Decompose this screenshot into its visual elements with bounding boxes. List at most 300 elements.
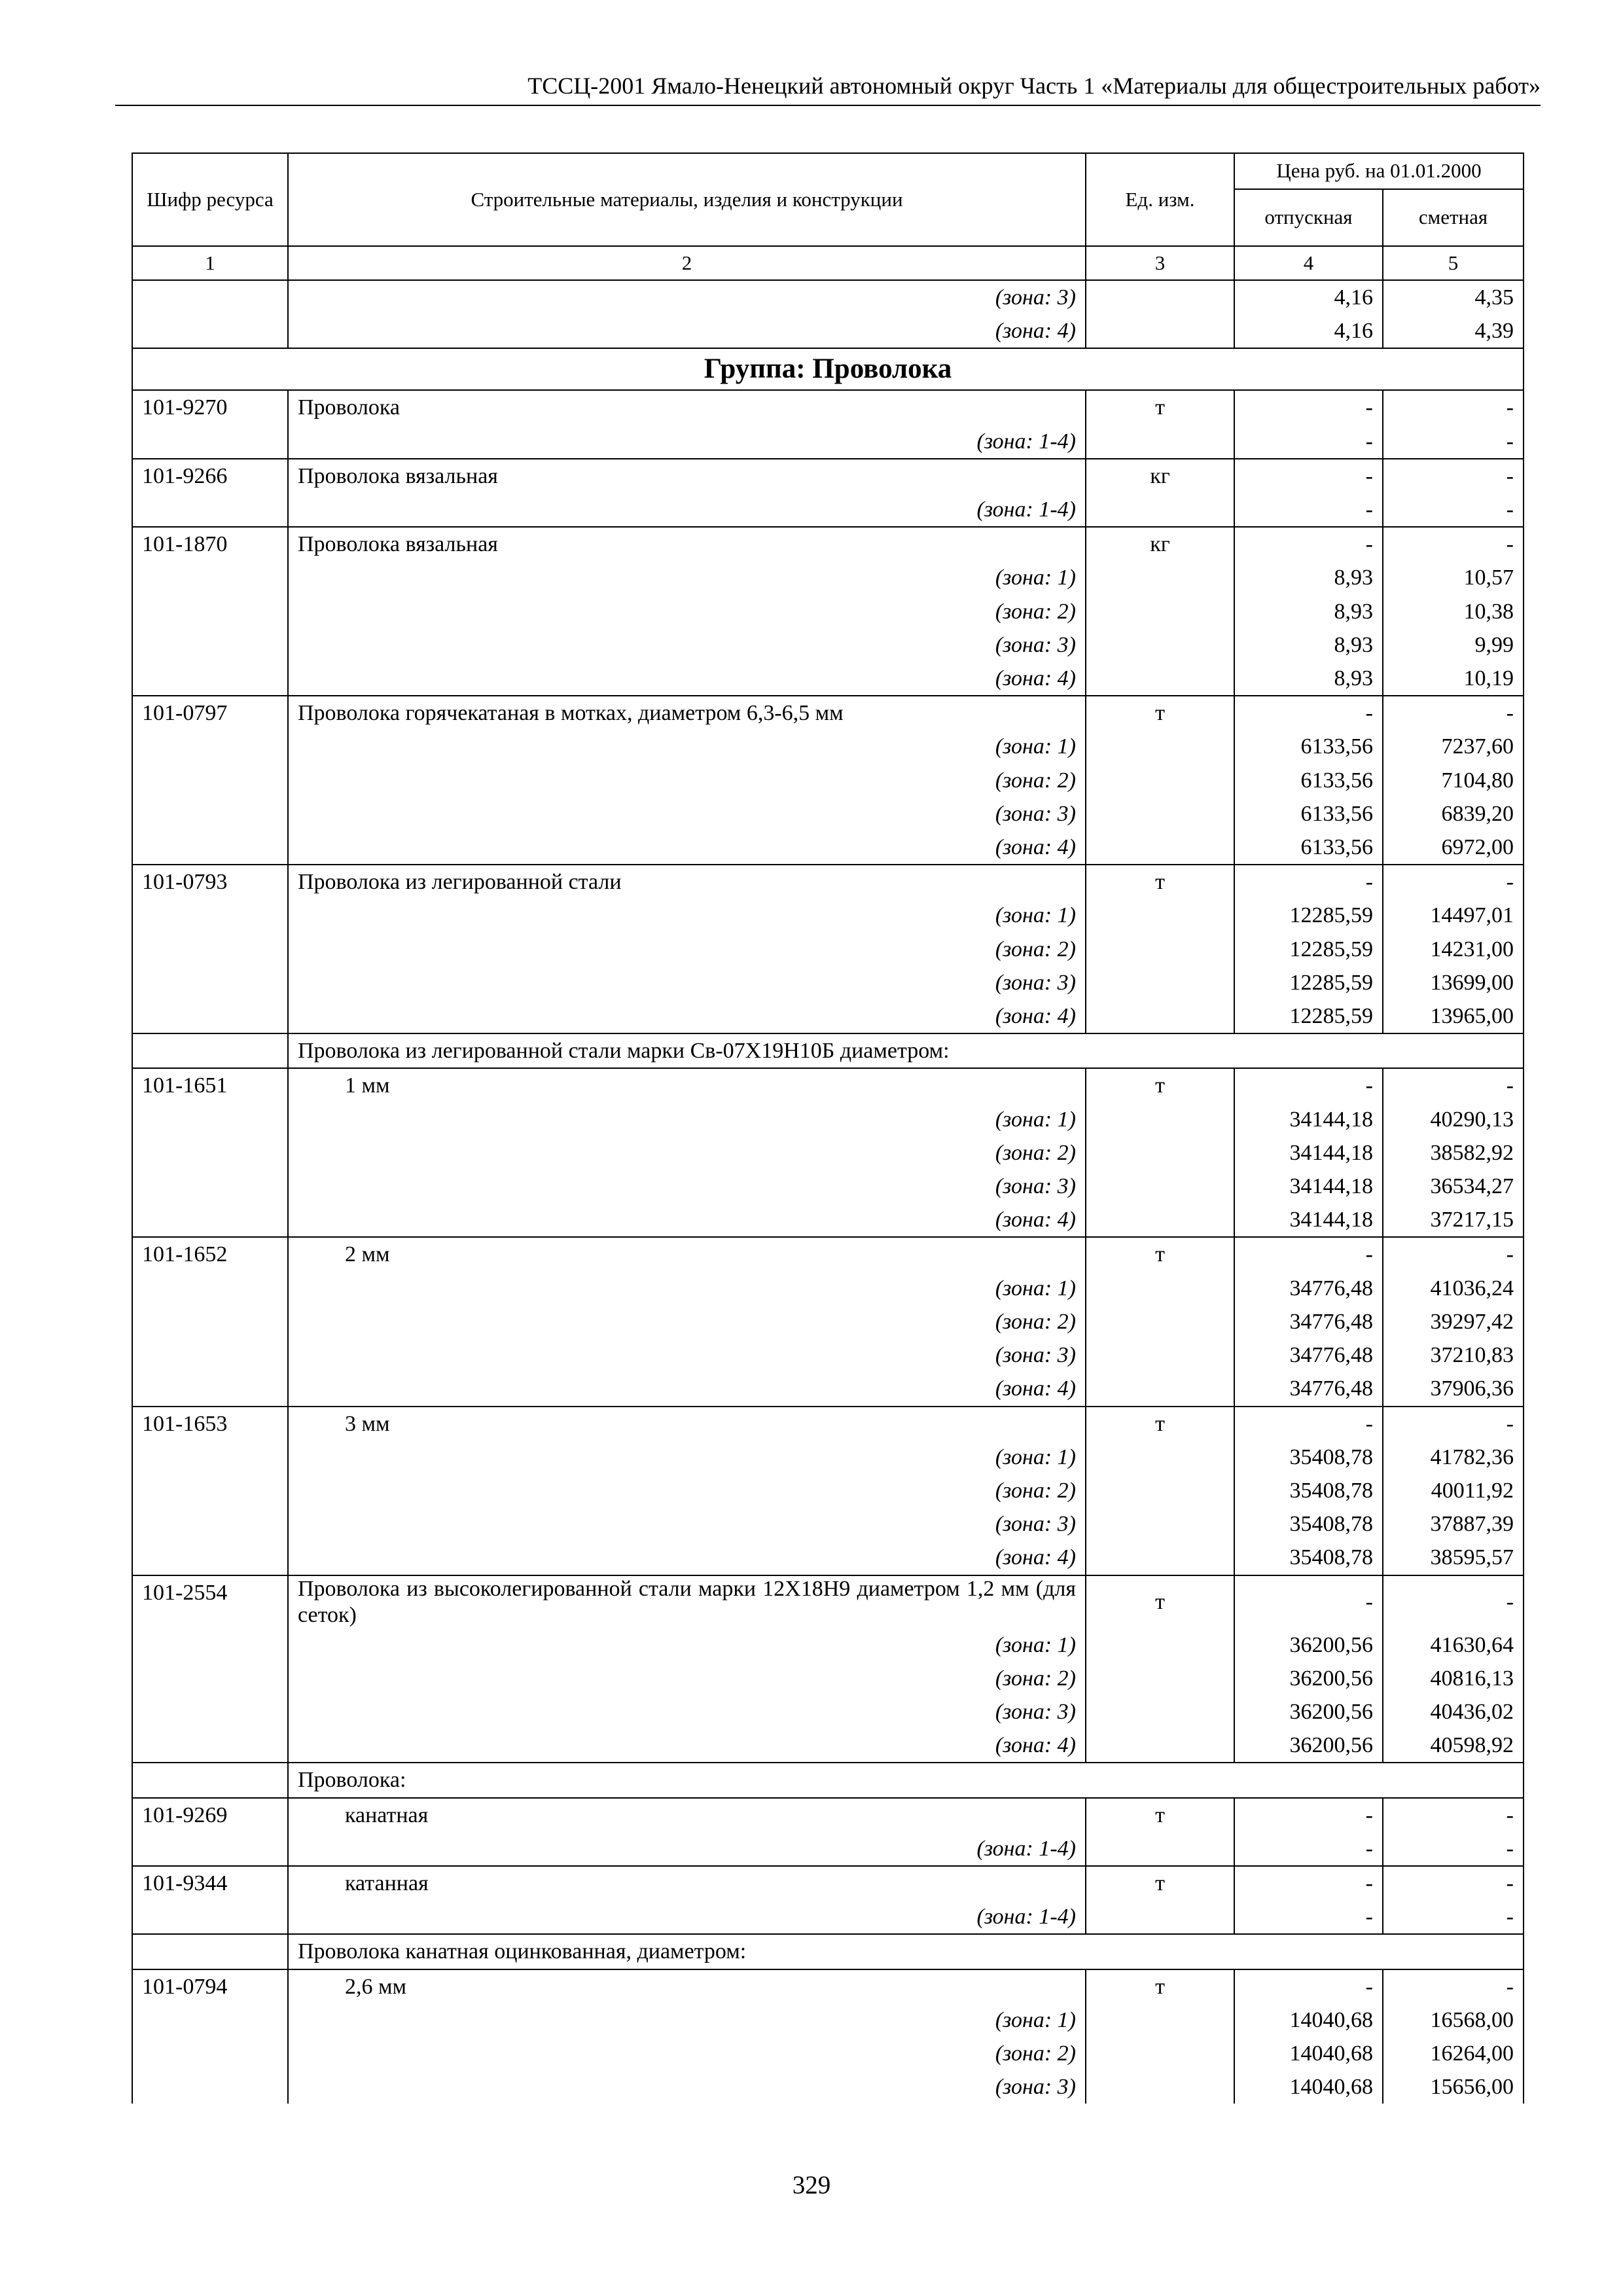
release-price: - xyxy=(1234,390,1383,424)
resource-code-cell xyxy=(132,831,288,865)
release-price: - xyxy=(1234,1832,1383,1866)
release-price: 12285,59 xyxy=(1234,966,1383,999)
unit-cell xyxy=(1086,425,1234,459)
header-estimate-price: сметная xyxy=(1383,189,1524,246)
material-name: Проволока из легированной стали xyxy=(288,865,1086,899)
material-row xyxy=(132,1575,1524,1628)
estimate-price: 16568,00 xyxy=(1383,2003,1524,2037)
release-price: - xyxy=(1234,865,1383,899)
column-number: 3 xyxy=(1086,246,1234,280)
page-number: 329 xyxy=(792,2171,831,2199)
estimate-price: 40290,13 xyxy=(1383,1103,1524,1136)
running-header xyxy=(115,71,1541,106)
zone-price-row xyxy=(132,764,1524,797)
zone-price-row xyxy=(132,1203,1524,1237)
unit-cell xyxy=(1086,1695,1234,1729)
material-row xyxy=(132,1407,1524,1441)
release-price: 12285,59 xyxy=(1234,999,1383,1033)
resource-code-cell xyxy=(132,1507,288,1541)
resource-code-cell xyxy=(132,280,288,314)
subheading-row xyxy=(132,1934,1524,1969)
unit-of-measure: т xyxy=(1086,390,1234,424)
unit-of-measure: т xyxy=(1086,1407,1234,1441)
unit-cell xyxy=(1086,764,1234,797)
zone-price-row xyxy=(132,1474,1524,1507)
zone-label: (зона: 4) xyxy=(288,662,1086,696)
estimate-price: 7237,60 xyxy=(1383,730,1524,763)
resource-code-cell xyxy=(132,1763,288,1797)
estimate-price: 37210,83 xyxy=(1383,1338,1524,1372)
resource-code-cell xyxy=(132,1305,288,1338)
resource-code: 101-9270 xyxy=(132,390,288,424)
zone-price-row xyxy=(132,493,1524,527)
document-title: ТССЦ-2001 Ямало-Ненецкий автономный округ Часть 1 «Материалы для общестроительных работ» xyxy=(527,73,1541,99)
resource-code-cell xyxy=(132,662,288,696)
estimate-price: - xyxy=(1383,493,1524,527)
zone-price-row xyxy=(132,797,1524,831)
zone-price-row xyxy=(132,1338,1524,1372)
resource-code-cell xyxy=(132,764,288,797)
zone-price-row xyxy=(132,1729,1524,1763)
release-price: 8,93 xyxy=(1234,662,1383,696)
zone-price-row xyxy=(132,966,1524,999)
resource-code: 101-1870 xyxy=(132,527,288,561)
zone-label: (зона: 2) xyxy=(288,1662,1086,1695)
zone-price-row xyxy=(132,1541,1524,1575)
unit-cell xyxy=(1086,1136,1234,1170)
zone-label: (зона: 4) xyxy=(288,1541,1086,1575)
unit-cell xyxy=(1086,899,1234,932)
subheading-text: Проволока из легированной стали марки Св-07Х19Н10Б диаметром: xyxy=(288,1033,1524,1068)
zone-price-row xyxy=(132,999,1524,1033)
resource-code-cell xyxy=(132,1033,288,1068)
resource-code-cell xyxy=(132,1441,288,1474)
estimate-price: - xyxy=(1383,390,1524,424)
estimate-price: 16264,00 xyxy=(1383,2037,1524,2070)
material-name: Проволока горячекатаная в мотках, диаметром 6,3-6,5 мм xyxy=(288,696,1086,730)
material-row xyxy=(132,1969,1524,2003)
zone-label: (зона: 4) xyxy=(288,1372,1086,1406)
estimate-price: 10,19 xyxy=(1383,662,1524,696)
estimate-price: - xyxy=(1383,696,1524,730)
unit-cell xyxy=(1086,628,1234,662)
resource-code-cell xyxy=(132,1372,288,1406)
unit-cell xyxy=(1086,314,1234,348)
unit-cell xyxy=(1086,2003,1234,2037)
estimate-price: 14231,00 xyxy=(1383,933,1524,966)
unit-cell xyxy=(1086,933,1234,966)
zone-price-row xyxy=(132,314,1524,348)
zone-label: (зона: 1-4) xyxy=(288,1900,1086,1934)
estimate-price: 4,35 xyxy=(1383,280,1524,314)
unit-cell xyxy=(1086,662,1234,696)
unit-cell xyxy=(1086,1338,1234,1372)
zone-price-row xyxy=(132,1662,1524,1695)
resource-code-cell xyxy=(132,999,288,1033)
column-number: 2 xyxy=(288,246,1086,280)
release-price: - xyxy=(1234,1068,1383,1102)
release-price: 36200,56 xyxy=(1234,1729,1383,1763)
zone-price-row xyxy=(132,933,1524,966)
zone-label: (зона: 2) xyxy=(288,595,1086,628)
resource-code-cell xyxy=(132,1203,288,1237)
release-price: - xyxy=(1234,459,1383,493)
zone-price-row xyxy=(132,1695,1524,1729)
zone-price-row xyxy=(132,1441,1524,1474)
release-price: 35408,78 xyxy=(1234,1507,1383,1541)
resource-code-cell xyxy=(132,628,288,662)
group-heading-row xyxy=(132,348,1524,390)
price-table-container xyxy=(132,152,1523,2104)
zone-price-row xyxy=(132,595,1524,628)
column-number: 1 xyxy=(132,246,288,280)
estimate-price: 6839,20 xyxy=(1383,797,1524,831)
material-name: 2,6 мм xyxy=(288,1969,1086,2003)
zone-label: (зона: 3) xyxy=(288,1695,1086,1729)
material-name: канатная xyxy=(288,1798,1086,1832)
release-price: 14040,68 xyxy=(1234,2070,1383,2104)
release-price: 4,16 xyxy=(1234,280,1383,314)
resource-code-cell xyxy=(132,1541,288,1575)
estimate-price: 10,38 xyxy=(1383,595,1524,628)
unit-cell xyxy=(1086,561,1234,594)
estimate-price: - xyxy=(1383,1900,1524,1934)
estimate-price: 37217,15 xyxy=(1383,1203,1524,1237)
unit-cell xyxy=(1086,1441,1234,1474)
unit-cell xyxy=(1086,1729,1234,1763)
material-name: 3 мм xyxy=(288,1407,1086,1441)
estimate-price: - xyxy=(1383,1969,1524,2003)
unit-cell xyxy=(1086,831,1234,865)
resource-code-cell xyxy=(132,1662,288,1695)
unit-cell xyxy=(1086,2037,1234,2070)
zone-label: (зона: 1) xyxy=(288,2003,1086,2037)
unit-cell xyxy=(1086,1832,1234,1866)
zone-label: (зона: 3) xyxy=(288,628,1086,662)
zone-price-row xyxy=(132,1900,1524,1934)
table-header xyxy=(132,153,1524,246)
release-price: 34776,48 xyxy=(1234,1272,1383,1305)
estimate-price: 13699,00 xyxy=(1383,966,1524,999)
price-table xyxy=(132,152,1524,2104)
zone-label: (зона: 2) xyxy=(288,1136,1086,1170)
estimate-price: 37887,39 xyxy=(1383,1507,1524,1541)
zone-label: (зона: 1) xyxy=(288,561,1086,594)
material-name: Проволока из высоколегированной стали марки 12Х18Н9 диаметром 1,2 мм (для сеток) xyxy=(288,1575,1086,1628)
unit-cell xyxy=(1086,966,1234,999)
estimate-price: 37906,36 xyxy=(1383,1372,1524,1406)
material-row xyxy=(132,459,1524,493)
zone-label: (зона: 4) xyxy=(288,999,1086,1033)
unit-cell xyxy=(1086,1372,1234,1406)
unit-cell xyxy=(1086,1507,1234,1541)
resource-code: 101-9266 xyxy=(132,459,288,493)
release-price: - xyxy=(1234,1237,1383,1271)
header-price: Цена руб. на 01.01.2000 xyxy=(1234,153,1524,189)
estimate-price: 41630,64 xyxy=(1383,1628,1524,1662)
estimate-price: 7104,80 xyxy=(1383,764,1524,797)
release-price: 35408,78 xyxy=(1234,1474,1383,1507)
zone-label: (зона: 3) xyxy=(288,797,1086,831)
resource-code-cell xyxy=(132,493,288,527)
estimate-price: - xyxy=(1383,1575,1524,1628)
release-price: 8,93 xyxy=(1234,628,1383,662)
zone-label: (зона: 4) xyxy=(288,1729,1086,1763)
estimate-price: 38595,57 xyxy=(1383,1541,1524,1575)
estimate-price: 4,39 xyxy=(1383,314,1524,348)
release-price: 8,93 xyxy=(1234,561,1383,594)
zone-label: (зона: 3) xyxy=(288,1170,1086,1203)
unit-of-measure: т xyxy=(1086,865,1234,899)
zone-label: (зона: 4) xyxy=(288,314,1086,348)
unit-cell xyxy=(1086,1103,1234,1136)
estimate-price: 40436,02 xyxy=(1383,1695,1524,1729)
resource-code-cell xyxy=(132,314,288,348)
material-row xyxy=(132,696,1524,730)
unit-of-measure: т xyxy=(1086,1866,1234,1900)
release-price: - xyxy=(1234,1407,1383,1441)
resource-code-cell xyxy=(132,730,288,763)
material-name: Проволока вязальная xyxy=(288,459,1086,493)
unit-cell xyxy=(1086,1272,1234,1305)
zone-label: (зона: 1) xyxy=(288,899,1086,932)
material-name: 1 мм xyxy=(288,1068,1086,1102)
resource-code-cell xyxy=(132,2037,288,2070)
release-price: 12285,59 xyxy=(1234,899,1383,932)
estimate-price: 40598,92 xyxy=(1383,1729,1524,1763)
unit-cell xyxy=(1086,1662,1234,1695)
resource-code: 101-0797 xyxy=(132,696,288,730)
release-price: 34776,48 xyxy=(1234,1372,1383,1406)
zone-label: (зона: 3) xyxy=(288,1507,1086,1541)
resource-code-cell xyxy=(132,1900,288,1934)
zone-label: (зона: 3) xyxy=(288,2070,1086,2104)
release-price: 8,93 xyxy=(1234,595,1383,628)
resource-code-cell xyxy=(132,1628,288,1662)
zone-price-row xyxy=(132,1832,1524,1866)
estimate-price: - xyxy=(1383,1798,1524,1832)
estimate-price: 40816,13 xyxy=(1383,1662,1524,1695)
unit-cell xyxy=(1086,1541,1234,1575)
release-price: - xyxy=(1234,1575,1383,1628)
resource-code-cell xyxy=(132,899,288,932)
release-price: 6133,56 xyxy=(1234,831,1383,865)
release-price: 6133,56 xyxy=(1234,797,1383,831)
estimate-price: - xyxy=(1383,459,1524,493)
zone-label: (зона: 4) xyxy=(288,831,1086,865)
resource-code-cell xyxy=(132,1934,288,1969)
resource-code-cell xyxy=(132,1170,288,1203)
zone-price-row xyxy=(132,2037,1524,2070)
unit-cell xyxy=(1086,595,1234,628)
unit-of-measure: кг xyxy=(1086,459,1234,493)
unit-cell xyxy=(1086,1628,1234,1662)
material-row xyxy=(132,390,1524,424)
zone-price-row xyxy=(132,1372,1524,1406)
release-price: - xyxy=(1234,1866,1383,1900)
zone-label: (зона: 4) xyxy=(288,1203,1086,1237)
release-price: 14040,68 xyxy=(1234,2037,1383,2070)
estimate-price: 36534,27 xyxy=(1383,1170,1524,1203)
subheading-text: Проволока канатная оцинкованная, диаметром: xyxy=(288,1934,1524,1969)
release-price: 14040,68 xyxy=(1234,2003,1383,2037)
zone-price-row xyxy=(132,628,1524,662)
resource-code: 101-0794 xyxy=(132,1969,288,2003)
resource-code-cell xyxy=(132,1832,288,1866)
material-row xyxy=(132,865,1524,899)
material-name: Проволока xyxy=(288,390,1086,424)
group-title: Группа: Проволока xyxy=(132,348,1524,390)
unit-of-measure: т xyxy=(1086,1969,1234,2003)
unit-of-measure: т xyxy=(1086,1068,1234,1102)
resource-code: 101-1651 xyxy=(132,1068,288,1102)
release-price: 4,16 xyxy=(1234,314,1383,348)
release-price: - xyxy=(1234,1969,1383,2003)
material-row xyxy=(132,1798,1524,1832)
resource-code-cell xyxy=(132,1103,288,1136)
release-price: - xyxy=(1234,527,1383,561)
estimate-price: - xyxy=(1383,1068,1524,1102)
zone-label: (зона: 3) xyxy=(288,1338,1086,1372)
release-price: 36200,56 xyxy=(1234,1628,1383,1662)
release-price: 36200,56 xyxy=(1234,1662,1383,1695)
material-name: Проволока вязальная xyxy=(288,527,1086,561)
resource-code: 101-9269 xyxy=(132,1798,288,1832)
estimate-price: 41036,24 xyxy=(1383,1272,1524,1305)
unit-of-measure: т xyxy=(1086,1237,1234,1271)
resource-code: 101-1652 xyxy=(132,1237,288,1271)
estimate-price: 15656,00 xyxy=(1383,2070,1524,2104)
material-row xyxy=(132,1237,1524,1271)
zone-label: (зона: 2) xyxy=(288,764,1086,797)
unit-cell xyxy=(1086,999,1234,1033)
material-row xyxy=(132,527,1524,561)
resource-code-cell xyxy=(132,561,288,594)
estimate-price: 14497,01 xyxy=(1383,899,1524,932)
release-price: 6133,56 xyxy=(1234,764,1383,797)
estimate-price: 41782,36 xyxy=(1383,1441,1524,1474)
release-price: - xyxy=(1234,1798,1383,1832)
estimate-price: 13965,00 xyxy=(1383,999,1524,1033)
release-price: - xyxy=(1234,696,1383,730)
header-unit: Ед. изм. xyxy=(1086,153,1234,246)
unit-cell xyxy=(1086,797,1234,831)
zone-label: (зона: 1) xyxy=(288,1272,1086,1305)
release-price: - xyxy=(1234,493,1383,527)
resource-code: 101-2554 xyxy=(132,1575,288,1628)
release-price: 35408,78 xyxy=(1234,1541,1383,1575)
material-name: 2 мм xyxy=(288,1237,1086,1271)
unit-of-measure: т xyxy=(1086,1575,1234,1628)
material-name: катанная xyxy=(288,1866,1086,1900)
material-row xyxy=(132,1866,1524,1900)
zone-label: (зона: 2) xyxy=(288,2037,1086,2070)
estimate-price: - xyxy=(1383,865,1524,899)
unit-of-measure: т xyxy=(1086,1798,1234,1832)
zone-price-row xyxy=(132,280,1524,314)
unit-cell xyxy=(1086,1474,1234,1507)
release-price: 36200,56 xyxy=(1234,1695,1383,1729)
zone-label: (зона: 3) xyxy=(288,280,1086,314)
zone-price-row xyxy=(132,1628,1524,1662)
estimate-price: 9,99 xyxy=(1383,628,1524,662)
resource-code-cell xyxy=(132,797,288,831)
zone-label: (зона: 1) xyxy=(288,730,1086,763)
zone-price-row xyxy=(132,561,1524,594)
unit-cell xyxy=(1086,1203,1234,1237)
zone-label: (зона: 1) xyxy=(288,1628,1086,1662)
resource-code-cell xyxy=(132,966,288,999)
subheading-row xyxy=(132,1033,1524,1068)
column-number: 4 xyxy=(1234,246,1383,280)
resource-code: 101-1653 xyxy=(132,1407,288,1441)
zone-label: (зона: 1) xyxy=(288,1441,1086,1474)
header-code: Шифр ресурса xyxy=(132,153,288,246)
resource-code: 101-9344 xyxy=(132,1866,288,1900)
estimate-price: 6972,00 xyxy=(1383,831,1524,865)
zone-label: (зона: 1-4) xyxy=(288,493,1086,527)
zone-price-row xyxy=(132,2070,1524,2104)
resource-code-cell xyxy=(132,1272,288,1305)
column-number: 5 xyxy=(1383,246,1524,280)
release-price: 34144,18 xyxy=(1234,1136,1383,1170)
estimate-price: 40011,92 xyxy=(1383,1474,1524,1507)
unit-cell xyxy=(1086,730,1234,763)
unit-of-measure: т xyxy=(1086,696,1234,730)
resource-code-cell xyxy=(132,1338,288,1372)
release-price: 35408,78 xyxy=(1234,1441,1383,1474)
header-release-price: отпускная xyxy=(1234,189,1383,246)
estimate-price: - xyxy=(1383,1866,1524,1900)
unit-of-measure: кг xyxy=(1086,527,1234,561)
estimate-price: 38582,92 xyxy=(1383,1136,1524,1170)
resource-code-cell xyxy=(132,1136,288,1170)
zone-price-row xyxy=(132,1507,1524,1541)
subheading-text: Проволока: xyxy=(288,1763,1524,1797)
resource-code: 101-0793 xyxy=(132,865,288,899)
zone-price-row xyxy=(132,1272,1524,1305)
zone-price-row xyxy=(132,1136,1524,1170)
estimate-price: - xyxy=(1383,527,1524,561)
resource-code-cell xyxy=(132,1695,288,1729)
resource-code-cell xyxy=(132,1729,288,1763)
table-body xyxy=(132,246,1524,2104)
unit-cell xyxy=(1086,2070,1234,2104)
zone-price-row xyxy=(132,899,1524,932)
zone-price-row xyxy=(132,662,1524,696)
release-price: 34144,18 xyxy=(1234,1170,1383,1203)
zone-price-row xyxy=(132,2003,1524,2037)
header-name: Строительные материалы, изделия и конструкции xyxy=(288,153,1086,246)
material-row xyxy=(132,1068,1524,1102)
release-price: 12285,59 xyxy=(1234,933,1383,966)
resource-code-cell xyxy=(132,2003,288,2037)
estimate-price: 39297,42 xyxy=(1383,1305,1524,1338)
zone-price-row xyxy=(132,1170,1524,1203)
resource-code-cell xyxy=(132,425,288,459)
release-price: 34776,48 xyxy=(1234,1305,1383,1338)
zone-price-row xyxy=(132,1103,1524,1136)
zone-label: (зона: 2) xyxy=(288,1474,1086,1507)
estimate-price: - xyxy=(1383,1832,1524,1866)
unit-cell xyxy=(1086,1305,1234,1338)
zone-label: (зона: 2) xyxy=(288,933,1086,966)
release-price: 6133,56 xyxy=(1234,730,1383,763)
zone-price-row xyxy=(132,831,1524,865)
zone-price-row xyxy=(132,1305,1524,1338)
resource-code-cell xyxy=(132,2070,288,2104)
zone-price-row xyxy=(132,425,1524,459)
